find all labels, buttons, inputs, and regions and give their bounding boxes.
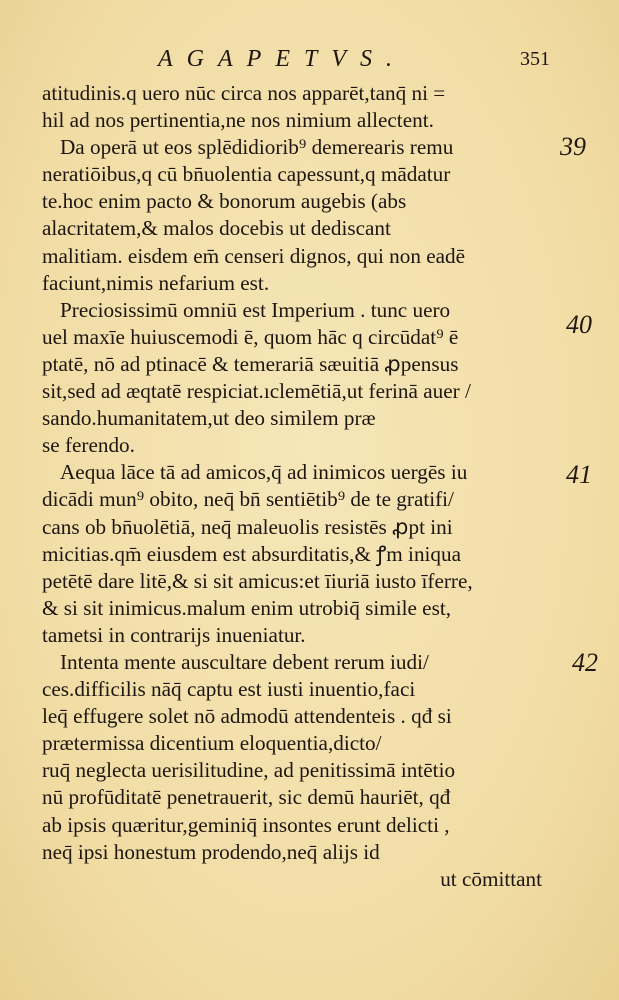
text-line: ab ipsis quæritur,geminiq̄ insontes erunt delicti , [42,812,450,837]
text-line: te.hoc enim pacto & bonorum augebis (abs [42,189,407,214]
margin-section-number: 41 [566,460,592,489]
text-line: neq̄ ipsi honestum prodendo,neq̄ alijs id [42,839,380,864]
text-line: & si sit inimicus.malum enim utrobiq̄ simile est, [42,595,452,620]
catchword-line: ut cōmittant [440,866,542,891]
text-line: sando.humanitatem,ut deo similem præ [42,406,376,431]
text-line: sit,sed ad æqtatē respiciat.ıclemētiā,ut ferinā auer / [42,379,471,404]
margin-section-number: 39 [560,132,586,161]
margin-section-number: 40 [566,310,592,339]
text-line: hil ad nos pertinentia,ne nos nimium allectent. [42,108,434,133]
margin-section-number: 42 [572,648,598,677]
text-line: micitias.qm̄ eiusdem est absurditatis,& ꝭm iniqua [42,541,462,566]
text-line: se ferendo. [42,433,135,458]
text-line: Da operā ut eos splēdidiorib⁹ demerearis remu [60,135,454,160]
text-line: Intenta mente auscultare debent rerum iudi/ [60,649,429,674]
text-line: malitiam. eisdem em̄ censeri dignos, qui non eadē [42,243,466,268]
text-line: uel maxīe huiuscemodi ē, quom hāc q circūdat⁹ ē [42,324,459,349]
running-head: AGAPETVS. [158,46,406,72]
text-line: Preciosissimū omniū est Imperium . tunc uero [60,297,451,322]
text-line: neratiōibus,q cū bn̄uolentia capessunt,q mādatur [42,162,451,187]
text-line: ruq̄ neglecta uerisilitudine, ad penitissimā intētio [42,758,456,783]
text-line: petētē dare litē,& si sit amicus:et īiuriā iusto īferre, [42,568,473,593]
text-line: faciunt,nimis nefarium est. [42,270,270,295]
text-line: dicādi mun⁹ obito, neq̄ bn̄ sentiētib⁹ de te gratifi/ [42,487,454,512]
text-line: atitudinis.q uero nūc circa nos apparēt,tanq̄ ni = [42,81,446,105]
text-line: cans ob bn̄uolētiā, neq̄ maleuolis resistēs ꝓpt ini [42,514,453,539]
text-line: ptatē, nō ad ptinacē & temerariā sæuitiā ꝓpensus [42,351,459,376]
text-line: nū profūditatē penetrauerit, sic demū hauriēt, qđ [42,785,451,810]
text-line: alacritatem,& malos docebis ut dediscant [42,216,391,241]
text-line: tametsi in contrarijs inueniatur. [42,622,306,647]
body-text [42,80,552,893]
text-line: leq̄ effugere solet nō admodū attendenteis . qđ si [42,704,452,729]
text-line: ces.difficilis nāq̄ captu est iusti inuentio,faci [42,677,416,702]
text-line: Aequa lāce tā ad amicos,q̄ ad inimicos uergēs iu [60,460,468,485]
text-line: prætermissa dicentium eloquentia,dicto/ [42,731,382,756]
page-number: 351 [520,48,550,70]
page-header [0,44,619,74]
